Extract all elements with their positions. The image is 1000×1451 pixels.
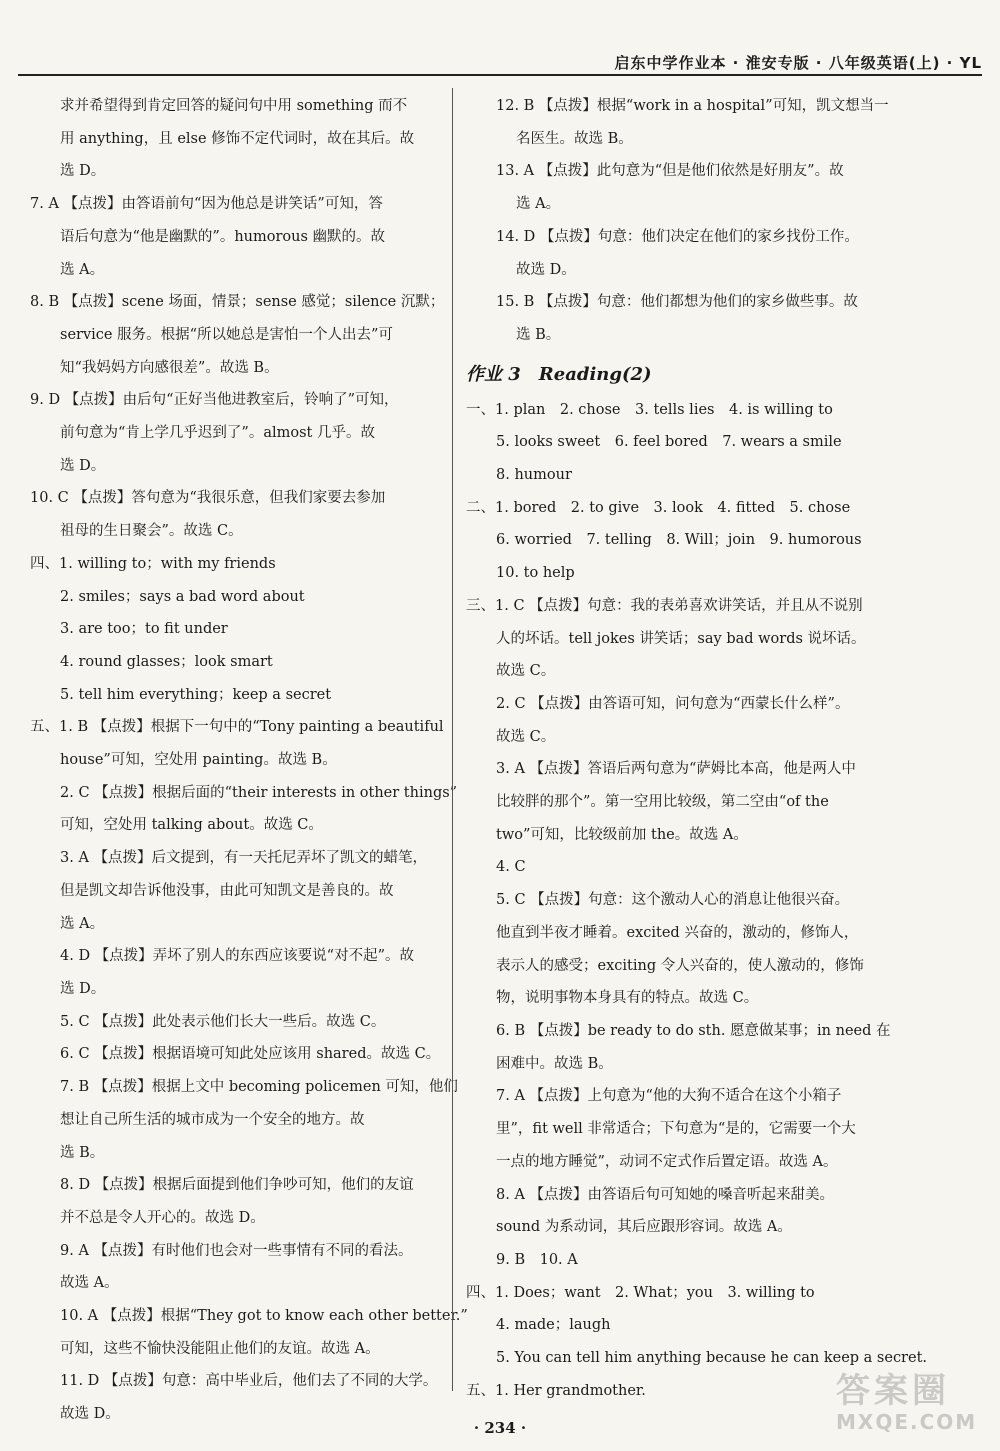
answer-line: 5. C 【点拨】此处表示他们长大一些后。故选 C。: [60, 1013, 386, 1030]
answer-line: 3. A 【点拨】后文提到，有一天托尼弄坏了凯文的蜡笔，: [60, 850, 428, 867]
answer-line: 五、1. B 【点拨】根据下一句中的“Tony painting a beautiful: [30, 719, 444, 736]
answer-line: 5. You can tell him anything because he can keep a secret.: [496, 1350, 928, 1367]
answer-line: 10. to help: [496, 565, 575, 582]
right-column-top: [466, 90, 892, 352]
column-divider: [452, 88, 453, 1391]
answer-line: 7. B 【点拨】根据上文中 becoming policemen 可知，他们: [60, 1079, 458, 1096]
answer-line: 选 D。: [60, 163, 106, 180]
answer-line: 前句意为“肯上学几乎迟到了”。almost 几乎。故: [60, 425, 375, 442]
answer-line: 四、1. willing to；with my friends: [30, 555, 276, 572]
answer-line: 8. A 【点拨】由答语后句可知她的嗓音听起来甜美。: [496, 1186, 835, 1203]
answer-line: 故选 D。: [60, 1406, 120, 1423]
answer-line: 6. C 【点拨】根据语境可知此处应该用 shared。故选 C。: [60, 1046, 441, 1063]
watermark-text-top: 答案圈: [836, 1371, 950, 1411]
answer-line: 并不总是令人开心的。故选 D。: [60, 1209, 265, 1226]
answer-line: 13. A 【点拨】此句意为“但是他们依然是好朋友”。故: [496, 163, 844, 180]
answer-line: 语后句意为“他是幽默的”。humorous 幽默的。故: [60, 228, 386, 245]
answer-line: 五、1. Her grandmother.: [466, 1382, 646, 1399]
answer-line: two”可知，比较级前加 the。故选 A。: [496, 826, 748, 843]
watermark-logo: [836, 1371, 986, 1441]
answer-line: 他直到半夜才睡着。excited 兴奋的，激动的，修饰人，: [496, 924, 859, 941]
answer-line: 10. C 【点拨】答句意为“我很乐意，但我们家要去参加: [30, 490, 386, 507]
answer-line: 2. C 【点拨】由答语可知，问句意为“西蒙长什么样”。: [496, 695, 850, 712]
answer-line: 求并希望得到肯定回答的疑问句中用 something 而不: [60, 98, 408, 114]
answer-line: 14. D 【点拨】句意：他们决定在他们的家乡找份工作。: [496, 228, 859, 245]
answer-line: 3. A 【点拨】答语后两句意为“萨姆比本高，他是两人中: [496, 761, 856, 778]
answer-line: 选 D。: [60, 457, 106, 474]
answer-line: 4. round glasses；look smart: [60, 653, 273, 670]
answer-line: 物，说明事物本身具有的特点。故选 C。: [496, 990, 759, 1007]
answer-line: 11. D 【点拨】句意：高中毕业后，他们去了不同的大学。: [60, 1373, 438, 1390]
answer-line: 8. B 【点拨】scene 场面，情景；sense 感觉；silence 沉默；: [30, 294, 445, 311]
answer-line: 用 anything，且 else 修饰不定代词时，故在其后。故: [60, 130, 415, 147]
answer-line: 但是凯文却告诉他没事，由此可知凯文是善良的。故: [60, 882, 394, 899]
answer-line: 故选 A。: [60, 1275, 119, 1292]
answer-line: 7. A 【点拨】上句意为“他的大狗不适合在这个小箱子: [496, 1088, 842, 1105]
answer-line: 5. C 【点拨】句意：这个激动人心的消息让他很兴奋。: [496, 892, 850, 909]
answer-line: 一、1. plan 2. chose 3. tells lies 4. is willing to: [466, 401, 833, 418]
answer-line: 祖母的生日聚会”。故选 C。: [60, 523, 243, 540]
answer-line: 想让自己所生活的城市成为一个安全的地方。故: [60, 1111, 365, 1128]
answer-line: 知“我妈妈方向感很差”。故选 B。: [60, 359, 279, 376]
answer-line: 8. humour: [496, 467, 572, 484]
answer-line: 9. B 10. A: [496, 1251, 578, 1268]
answer-line: 12. B 【点拨】根据“work in a hospital”可知，凯文想当一: [496, 98, 889, 114]
left-column: [30, 90, 468, 1423]
answer-line: 故选 D。: [516, 261, 576, 278]
answer-line: 故选 C。: [496, 728, 556, 745]
answer-line: 7. A 【点拨】由答语前句“因为他总是讲笑话”可知，答: [30, 196, 383, 213]
answer-line: 选 B。: [516, 326, 561, 343]
answer-line: 6. worried 7. telling 8. Will；join 9. humorous: [496, 532, 862, 549]
answer-line: 比较胖的那个”。第一空用比较级，第二空由“of the: [496, 794, 829, 811]
answer-line: 选 A。: [60, 915, 105, 932]
answer-line: 10. A 【点拨】根据“They got to know each other better.”: [60, 1308, 468, 1325]
answer-line: 6. B 【点拨】be ready to do sth. 愿意做某事；in need 在: [496, 1022, 891, 1039]
header-rule: [18, 74, 982, 76]
answer-line: 2. smiles；says a bad word about: [60, 588, 305, 605]
answer-line: 可知，空处用 talking about。故选 C。: [60, 817, 323, 834]
answer-line: 3. are too；to fit under: [60, 621, 228, 638]
answer-line: 困难中。故选 B。: [496, 1055, 613, 1072]
watermark-text-bottom: MXQE.COM: [836, 1410, 978, 1434]
answer-line: 9. A 【点拨】有时他们也会对一些事情有不同的看法。: [60, 1242, 413, 1259]
answer-line: 三、1. C 【点拨】句意：我的表弟喜欢讲笑话，并且从不说别: [466, 597, 863, 614]
answer-line: 选 A。: [60, 261, 105, 278]
answer-line: 选 B。: [60, 1144, 105, 1161]
answer-line: 里”，fit well 非常适合；下句意为“是的，它需要一个大: [496, 1121, 856, 1138]
answer-line: 二、1. bored 2. to give 3. look 4. fitted 5. chose: [466, 499, 851, 516]
answer-line: 四、1. Does；want 2. What；you 3. willing to: [466, 1284, 815, 1301]
answer-line: 2. C 【点拨】根据后面的“their interests in other things”: [60, 784, 458, 801]
answer-line: service 服务。根据“所以她总是害怕一个人出去”可: [60, 326, 393, 343]
answer-line: 故选 C。: [496, 663, 556, 680]
section-title: 作业 3 Reading(2): [466, 363, 652, 385]
page-number: · 234 ·: [473, 1419, 527, 1437]
answer-line: 4. D 【点拨】弄坏了别人的东西应该要说“对不起”。故: [60, 948, 415, 965]
answer-line: 表示人的感受；exciting 令人兴奋的，使人激动的，修饰: [496, 957, 864, 974]
answer-line: 选 A。: [516, 196, 561, 213]
page-header: 启东中学作业本 · 淮安专版 · 八年级英语(上) · YL: [614, 54, 982, 72]
answer-line: 选 D。: [60, 980, 106, 997]
answer-line: 4. C: [496, 859, 526, 876]
answer-line: 5. tell him everything；keep a secret: [60, 686, 332, 703]
answer-line: 5. looks sweet 6. feel bored 7. wears a smile: [496, 434, 842, 451]
answer-line: sound 为系动词，其后应跟形容词。故选 A。: [496, 1219, 792, 1236]
answer-line: 一点的地方睡觉”，动词不定式作后置定语。故选 A。: [496, 1153, 838, 1170]
answer-line: 15. B 【点拨】句意：他们都想为他们的家乡做些事。故: [496, 294, 858, 311]
answer-line: 名医生。故选 B。: [516, 130, 633, 147]
answer-line: 人的坏话。tell jokes 讲笑话；say bad words 说坏话。: [496, 630, 866, 647]
answer-line: 9. D 【点拨】由后句“正好当他进教室后，铃响了”可知，: [30, 392, 399, 409]
answer-line: house”可知，空处用 painting。故选 B。: [60, 752, 337, 769]
answer-line: 8. D 【点拨】根据后面提到他们争吵可知，他们的友谊: [60, 1177, 414, 1194]
answer-line: 4. made；laugh: [496, 1317, 611, 1334]
answer-line: 可知，这些不愉快没能阻止他们的友谊。故选 A。: [60, 1340, 380, 1357]
